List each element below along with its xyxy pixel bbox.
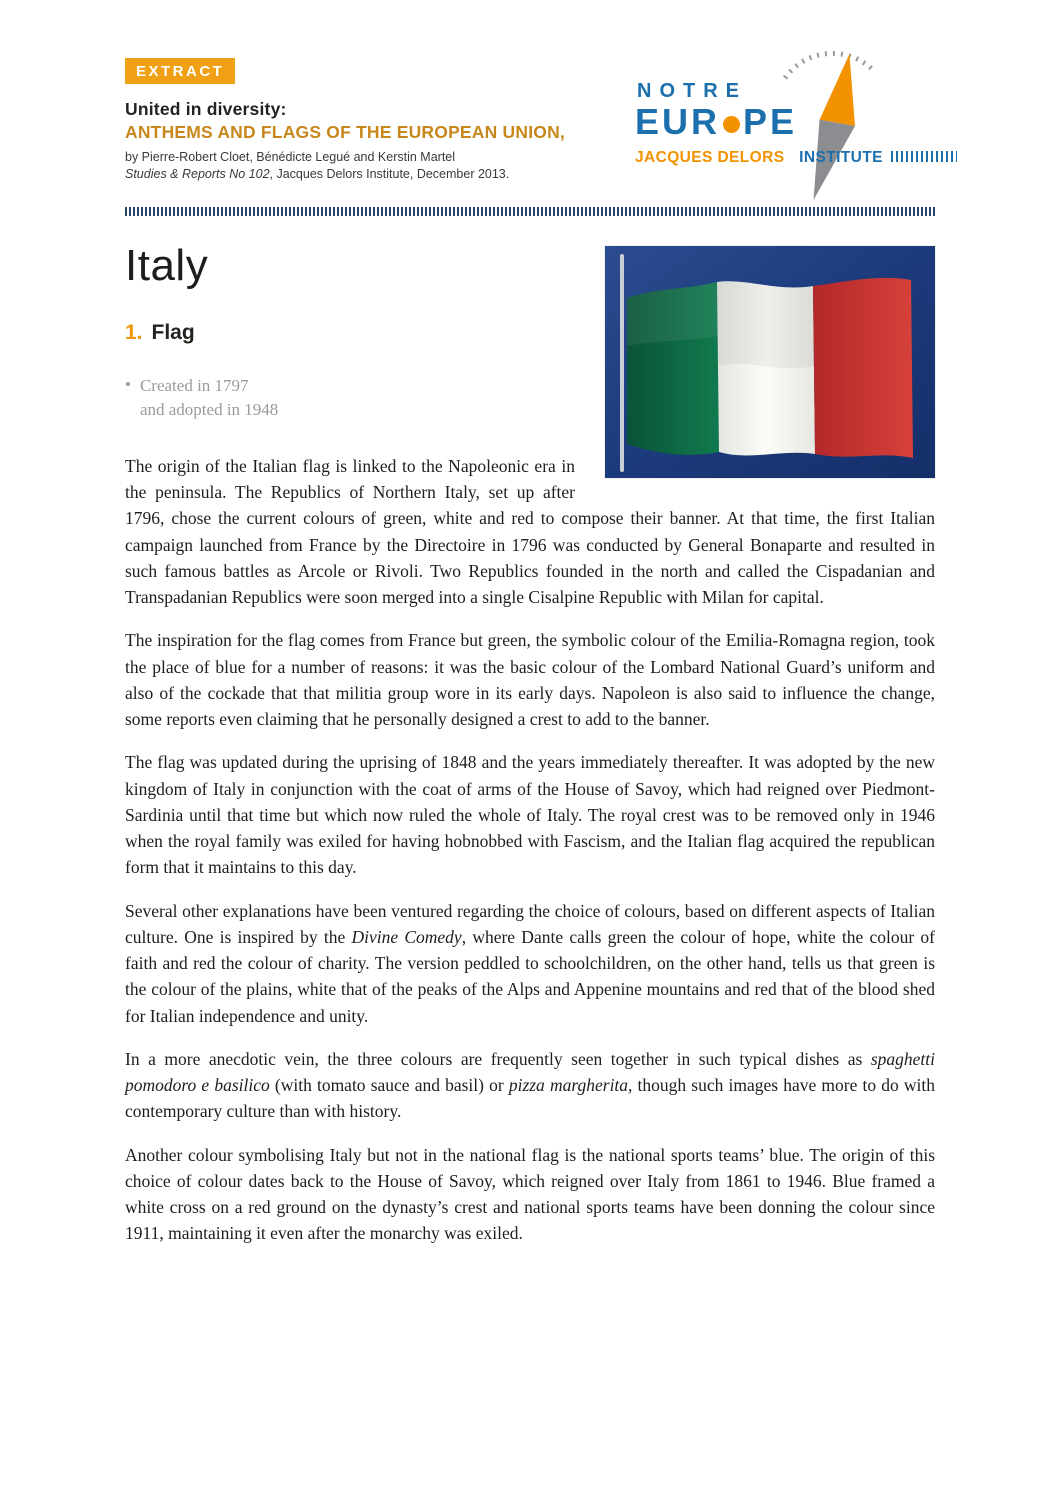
logo-europe-text: EUR PE bbox=[635, 101, 798, 142]
italy-flag-illustration bbox=[605, 246, 935, 478]
logo-barcode-icon bbox=[891, 151, 957, 162]
document-header bbox=[125, 58, 935, 181]
paragraph: Several other explanations have been ventured regarding the choice of colours, based on different aspects of Italian culture. One is inspired by the Divine Comedy, where Dante calls green the colour of hope, white the colour of faith and red the colour of charity. The version peddled to schoolchildren, on the other hand, tells us that green is the colour of the plains, white that of the peaks of the Alps and Appenine mountains and red that of the blood shed for Italian independence and unity. bbox=[125, 900, 935, 1026]
italy-flag-photo bbox=[605, 246, 935, 478]
logo-institute-text: INSTITUTE bbox=[799, 148, 883, 166]
series-title: United in diversity: bbox=[125, 99, 287, 119]
section-number: 1. bbox=[125, 321, 143, 345]
section-title: Flag bbox=[151, 321, 195, 345]
publication-title: ANTHEMS AND FLAGS OF THE EUROPEAN UNION, bbox=[125, 122, 565, 142]
bullet-icon: • bbox=[125, 374, 131, 394]
authors-line: by Pierre-Robert Cloet, Bénédicte Legué and Kerstin Martel bbox=[125, 150, 456, 164]
extract-badge: EXTRACT bbox=[125, 58, 235, 84]
report-details: , Jacques Delors Institute, December 2013. bbox=[269, 167, 510, 181]
paragraph: The origin of the Italian flag is linked to the Napoleonic era in the peninsula. The Republics of Northern Italy, set up after 1796, chose the current colours of green, white and red to compose their banner. At that time, the first Italian campaign launched from France by the Directoire in 1796 was conducted by General Bonaparte and resulted in such famous battles as Arcole or Rivoli. Two Republics founded in the north and called the Cispadanian and Transpadanian Republics were soon merged into a single Cisalpine Republic with Milan for capital. bbox=[125, 455, 935, 608]
report-info bbox=[125, 167, 565, 181]
paragraph: In a more anecdotic vein, the three colours are frequently seen together in such typical dishes as spaghetti pomodoro e basilico (with tomato sauce and basil) or pizza margherita, though such images have more to do with contemporary culture than with history. bbox=[125, 1048, 935, 1122]
adoption-note-text: Created in 1797 and adopted in 1948 bbox=[139, 375, 279, 420]
institute-logo bbox=[635, 58, 935, 178]
paragraph: The flag was updated during the uprising of 1848 and the years immediately thereafter. It was adopted by the new kingdom of Italy in conjunction with the coat of arms of the House of Savoy, which had reigned over Piedmont-Sardinia until that time but which now ruled the whole of Italy. The royal crest was to be removed only in 1946 when the royal family was exiled for having hobnobbed with Fascism, and the Italian flag acquired the republican form that it maintains to this day. bbox=[125, 752, 935, 878]
adoption-note bbox=[125, 374, 575, 423]
report-series: Studies & Reports No 102 bbox=[125, 167, 270, 181]
paragraph: The inspiration for the flag comes from France but green, the symbolic colour of the Emilia-Romagna region, took the place of blue for a number of reasons: it was the basic colour of the Lombard National Guard’s uniform and also of the cockade that that militia group wore in its early days. Napoleon is also said to influence the change, some reports even claiming that he personally designed a crest to add to the banner. bbox=[125, 630, 935, 730]
publication-info bbox=[125, 58, 565, 181]
logo-orange-dot-icon bbox=[723, 116, 740, 133]
body-paragraphs bbox=[125, 453, 935, 1247]
logo-notre-text: NOTRE bbox=[637, 80, 747, 102]
article-body bbox=[125, 242, 935, 1247]
logo-jacques-delors-text: JACQUES DELORS bbox=[635, 148, 785, 166]
logo-institute-line bbox=[635, 149, 935, 167]
country-title: Italy bbox=[125, 241, 209, 290]
paragraph: Another colour symbolising Italy but not in the national flag is the national sports teams’ blue. The origin of this choice of colour dates back to the House of Savoy, which reigned over Italy from 1861 to 1946. Blue framed a white cross on a red ground on the dynasty’s crest and national sports teams have been donning the colour since 1911, maintaining it even after the monarchy was exiled. bbox=[125, 1144, 935, 1244]
